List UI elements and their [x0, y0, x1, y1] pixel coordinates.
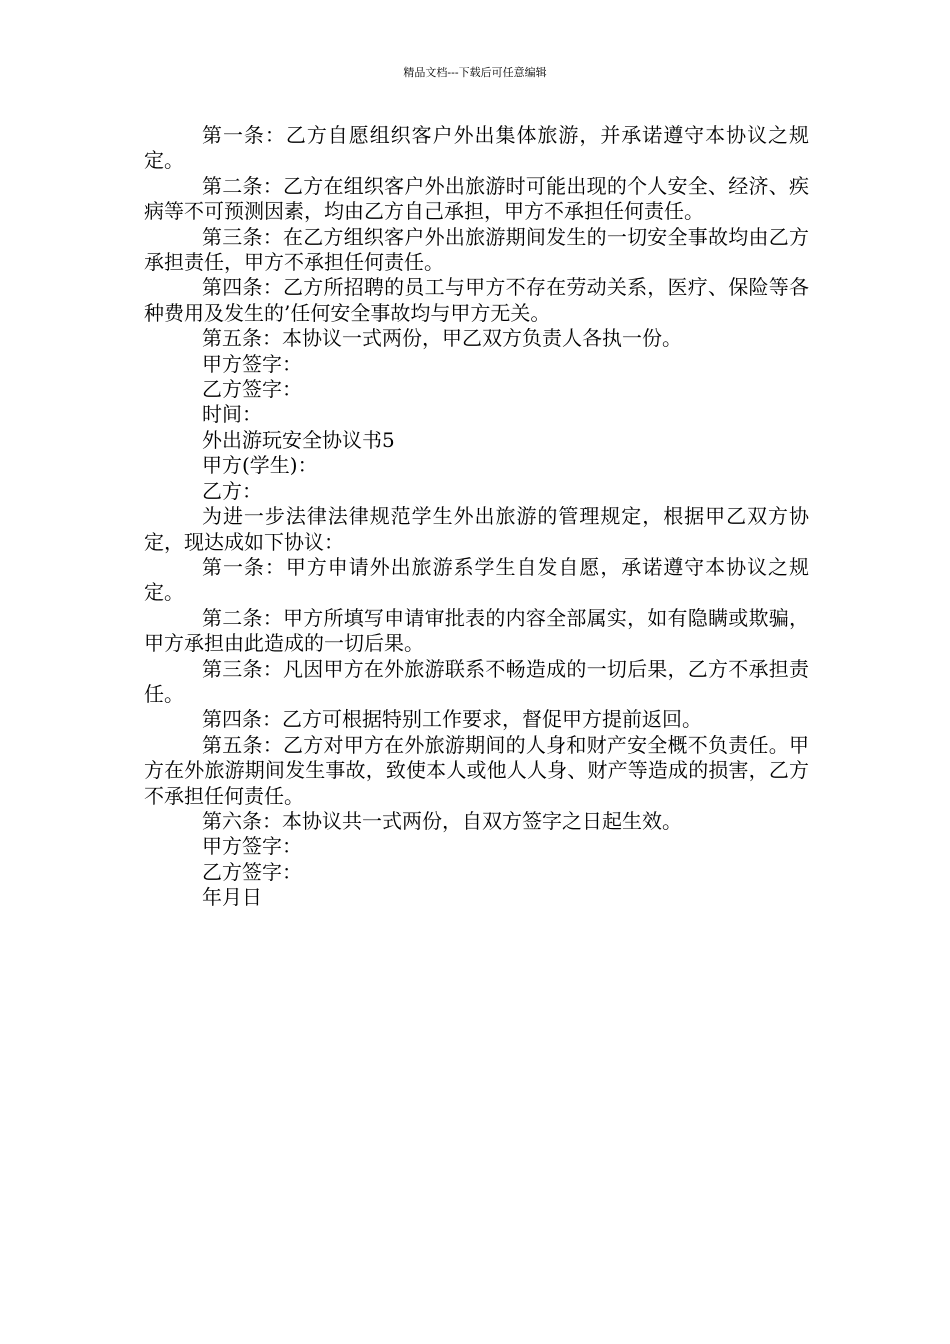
- party-a-line: 甲方(学生)：: [202, 453, 318, 478]
- party-b-signature: 乙方签字：: [202, 377, 302, 402]
- clause-4-paragraph: 第四条：乙方所招聘的员工与甲方不存在劳动关系，医疗、保险等各种费用及发生的’任何安全事故均与甲方无关。: [144, 275, 809, 325]
- date-line: 年月日: [202, 885, 262, 910]
- clause-3-paragraph: 第三条：凡因甲方在外旅游联系不畅造成的一切后果，乙方不承担责任。: [144, 656, 809, 706]
- agreement-title: 外出游玩安全协议书5: [202, 427, 395, 452]
- party-a-signature: 甲方签字：: [202, 351, 302, 376]
- party-b-signature: 乙方签字：: [202, 859, 302, 884]
- clause-6-paragraph: 第六条：本协议共一式两份，自双方签字之日起生效。: [202, 808, 682, 833]
- clause-1-paragraph: 第一条：乙方自愿组织客户外出集体旅游，并承诺遵守本协议之规定。: [144, 123, 809, 173]
- clause-4-paragraph: 第四条：乙方可根据特别工作要求，督促甲方提前返回。: [202, 707, 702, 732]
- clause-5-paragraph: 第五条：本协议一式两份，甲乙双方负责人各执一份。: [202, 326, 682, 351]
- page-header: 精品文档---下载后可任意编辑: [403, 66, 547, 79]
- clause-2-paragraph: 第二条：乙方在组织客户外出旅游时可能出现的个人安全、经济、疾病等不可预测因素，均由乙方自己承担，甲方不承担任何责任。: [144, 173, 809, 224]
- party-a-signature: 甲方签字：: [202, 834, 302, 859]
- preamble-paragraph: 为进一步法律法律规范学生外出旅游的管理规定，根据甲乙双方协定，现达成如下协议：: [144, 504, 809, 554]
- date-line: 时间：: [202, 402, 262, 427]
- clause-5-paragraph: 第五条：乙方对甲方在外旅游期间的人身和财产安全概不负责任。甲方在外旅游期间发生事故，致使本人或他人人身、财产等造成的损害，乙方不承担任何责任。: [144, 732, 809, 808]
- party-b-line: 乙方：: [202, 478, 262, 503]
- document-body: [144, 123, 809, 911]
- clause-3-paragraph: 第三条：在乙方组织客户外出旅游期间发生的一切安全事故均由乙方承担责任，甲方不承担任何责任。: [144, 224, 809, 275]
- clause-2-paragraph: 第二条：甲方所填写申请审批表的内容全部属实，如有隐瞒或欺骗，甲方承担由此造成的一切后果。: [144, 605, 809, 656]
- clause-1-paragraph: 第一条：甲方申请外出旅游系学生自发自愿，承诺遵守本协议之规定。: [144, 554, 809, 605]
